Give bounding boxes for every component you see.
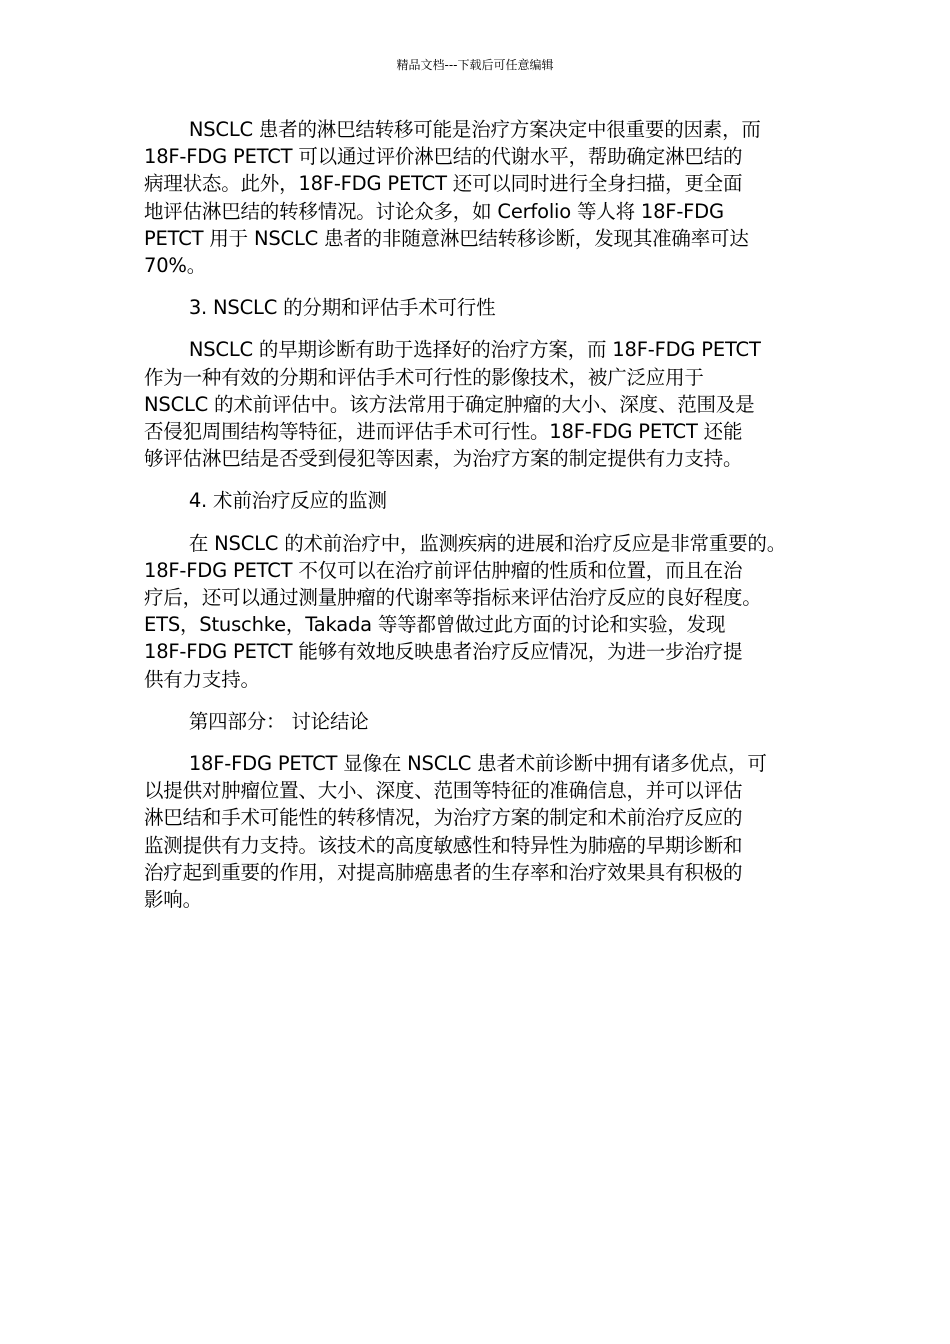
text-line: 疗后，还可以通过测量肿瘤的代谢率等指标来评估治疗反应的良好程度。 (144, 586, 762, 610)
text-line: NSCLC 患者的淋巴结转移可能是治疗方案决定中很重要的因素，而 (188, 118, 761, 141)
paragraph-staging (144, 336, 819, 472)
text-line: 供有力支持。 (144, 667, 260, 691)
section-heading-monitoring: 4. 术前治疗反应的监测 (188, 489, 387, 513)
text-line: NSCLC 的早期诊断有助于选择好的治疗方案，而 18F-FDG PETCT (188, 338, 761, 362)
text-line: 在 NSCLC 的术前治疗中，监测疾病的进展和治疗反应是非常重要的。 (188, 531, 787, 555)
section-heading-staging: 3. NSCLC 的分期和评估手术可行性 (188, 296, 496, 320)
text-line: 影响。 (144, 888, 202, 912)
text-line: PETCT 用于 NSCLC 患者的非随意淋巴结转移诊断，发现其准确率可达 (144, 226, 749, 250)
text-line: 病理状态。此外，18F-FDG PETCT 还可以同时进行全身扫描，更全面 (144, 172, 743, 196)
paragraph-conclusion (144, 750, 819, 913)
text-line: 18F-FDG PETCT 能够有效地反映患者治疗反应情况，为进一步治疗提 (144, 640, 743, 664)
paragraph-lymph-node-metastasis (144, 116, 819, 279)
text-line: 作为一种有效的分期和评估手术可行性的影像技术，被广泛应用于 (144, 365, 704, 389)
text-line: 18F-FDG PETCT 显像在 NSCLC 患者术前诊断中拥有诸多优点，可 (188, 752, 767, 776)
text-line: 70%。 (144, 254, 207, 278)
paragraph-monitoring (144, 530, 819, 693)
text-line: 地评估淋巴结的转移情况。讨论众多，如 Cerfolio 等人将 18F-FDG (144, 199, 724, 223)
text-line: 以提供对肿瘤位置、大小、深度、范围等特征的准确信息，并可以评估 (144, 779, 743, 803)
text-line: 治疗起到重要的作用，对提高肺癌患者的生存率和治疗效果具有积极的 (144, 860, 743, 884)
section-heading-part-four: 第四部分： 讨论结论 (188, 709, 369, 733)
page-header: 精品文档---下载后可任意编辑 (396, 58, 554, 72)
text-line: 监测提供有力支持。该技术的高度敏感性和特异性为肺癌的早期诊断和 (144, 833, 743, 857)
text-line: 否侵犯周围结构等特征，进而评估手术可行性。18F-FDG PETCT 还能 (144, 420, 743, 444)
text-line: 淋巴结和手术可能性的转移情况，为治疗方案的制定和术前治疗反应的 (144, 806, 743, 830)
text-line: ETS，Stuschke，Takada 等等都曾做过此方面的讨论和实验，发现 (144, 613, 726, 637)
text-line: 18F-FDG PETCT 可以通过评价淋巴结的代谢水平，帮助确定淋巴结的 (144, 145, 743, 169)
text-line: 18F-FDG PETCT 不仅可以在治疗前评估肿瘤的性质和位置，而且在治 (144, 558, 743, 582)
document-body (144, 116, 819, 928)
text-line: 够评估淋巴结是否受到侵犯等因素，为治疗方案的制定提供有力支持。 (144, 447, 743, 471)
text-line: NSCLC 的术前评估中。该方法常用于确定肿瘤的大小、深度、范围及是 (144, 392, 755, 416)
